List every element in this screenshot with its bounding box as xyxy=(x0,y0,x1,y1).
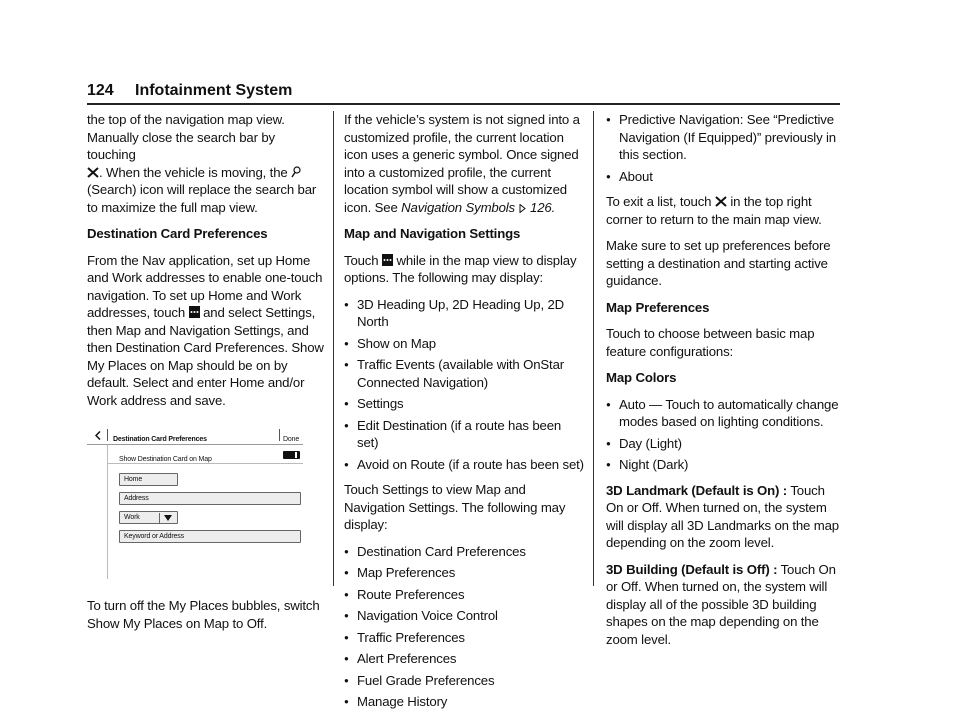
list-item: ● Predictive Navigation: See “Predictive Navigation (If Equipped)” previously in this section. xyxy=(606,111,842,164)
map-colors-list xyxy=(606,396,842,474)
settings-list xyxy=(344,543,584,711)
close-x-icon xyxy=(87,167,99,178)
done-button[interactable]: Done xyxy=(283,436,300,443)
screen-title-bar xyxy=(87,427,303,445)
list-item: ● Edit Destination (if a route has been set) xyxy=(344,417,584,452)
column-3 xyxy=(606,111,842,657)
page-header xyxy=(87,82,840,106)
paragraph: From the Nav application, set up Home and Work addresses to enable one-touch navigation. To set up Home and Work addresses, touch and select Settings, then Map and Navigation Settings, and then Destination Card Preferences. Show My Places on Map should be on by default. Select and enter Home and/or Work address and save. xyxy=(87,252,324,408)
close-x-icon xyxy=(715,196,727,207)
paragraph: To exit a list, touch in the top right corner to return to the main map view. xyxy=(606,194,822,227)
list-item: ● About xyxy=(606,168,842,186)
list-item: ● Settings xyxy=(344,395,584,413)
subheading-map-colors: Map Colors xyxy=(606,370,677,385)
list-item: ● Auto — Touch to automatically change modes based on lighting conditions. xyxy=(606,396,842,431)
home-field[interactable]: Home xyxy=(119,473,178,486)
list-item: ● Navigation Voice Control xyxy=(344,607,584,625)
column-2 xyxy=(344,111,584,715)
paragraph: If the vehicle’s system is not signed into a customized profile, the current location icon uses a generic symbol. Once signed into a customized profile, the current location symbol will show a customized icon. See Navigation Symbols 126. xyxy=(344,112,580,215)
show-destination-card-toggle[interactable] xyxy=(283,451,300,459)
paragraph: Touch Settings to view Map and Navigation Settings. The following may display: xyxy=(344,482,566,532)
list-item: ● Day (Light) xyxy=(606,435,842,453)
list-item: ● Route Preferences xyxy=(344,586,584,604)
list-item: ● Show on Map xyxy=(344,335,584,353)
subheading-map-preferences: Map Preferences xyxy=(606,299,710,315)
back-icon[interactable] xyxy=(95,431,101,440)
paragraph: Make sure to set up preferences before setting a destination and starting active guidance. xyxy=(606,238,831,288)
paragraph: the top of the navigation map view. Manually close the search bar by touching . When the vehicle is moving, the (Search) icon will replace the search bar to maximize the full map view. xyxy=(87,112,317,215)
paragraph-3d-landmark: 3D Landmark (Default is On) : Touch On or Off. When turned on, the system will display all 3D Landmarks on the map depending on the zoom level. xyxy=(606,482,839,550)
address-field[interactable]: Address xyxy=(119,492,301,505)
map-view-options-list xyxy=(344,296,584,474)
list-item: ● 3D Heading Up, 2D Heading Up, 2D North xyxy=(344,296,584,331)
list-item: ● Manage History xyxy=(344,693,584,711)
show-destination-card-label: Show Destination Card on Map xyxy=(119,456,212,463)
list-item: ● Traffic Preferences xyxy=(344,629,584,647)
cross-reference: Navigation Symbols xyxy=(401,199,515,215)
list-item: ● Map Preferences xyxy=(344,564,584,582)
paragraph: To turn off the My Places bubbles, switch Show My Places on Map to Off. xyxy=(87,598,320,631)
section-title: Infotainment System xyxy=(135,82,293,99)
search-icon xyxy=(291,166,301,178)
page-ref-icon xyxy=(519,204,527,213)
work-select[interactable]: Work xyxy=(119,511,178,524)
list-item: ● Alert Preferences xyxy=(344,650,584,668)
list-item: ● Fuel Grade Preferences xyxy=(344,672,584,690)
list-item: ● Avoid on Route (if a route has been set) xyxy=(344,456,584,474)
paragraph-3d-building: 3D Building (Default is Off) : Touch On or Off. When turned on, the system will display all of the possible 3D building shapes on the map depending on the zoom level. xyxy=(606,561,836,647)
subheading-destination-card: Destination Card Preferences xyxy=(87,226,268,241)
list-item: ● Night (Dark) xyxy=(606,456,842,474)
menu-icon xyxy=(382,254,393,266)
header-rule xyxy=(87,103,840,105)
menu-icon xyxy=(189,306,200,318)
page-number: 124 xyxy=(87,82,114,99)
column-divider xyxy=(333,111,334,586)
chevron-down-icon xyxy=(164,515,172,521)
settings-list-continued xyxy=(606,111,842,185)
keyword-address-field[interactable]: Keyword or Address xyxy=(119,530,301,543)
column-1 xyxy=(87,111,327,641)
screen-title: Destination Card Preferences xyxy=(113,436,207,443)
list-item: ● Destination Card Preferences xyxy=(344,543,584,561)
destination-card-preferences-screen xyxy=(87,427,303,579)
paragraph: Touch to choose between basic map feature configurations: xyxy=(606,326,815,359)
paragraph: Touch while in the map view to display options. The following may display: xyxy=(344,252,577,285)
subheading-map-nav-settings: Map and Navigation Settings xyxy=(344,226,521,241)
list-item: ● Traffic Events (available with OnStar Connected Navigation) xyxy=(344,356,584,391)
column-divider xyxy=(593,111,594,586)
